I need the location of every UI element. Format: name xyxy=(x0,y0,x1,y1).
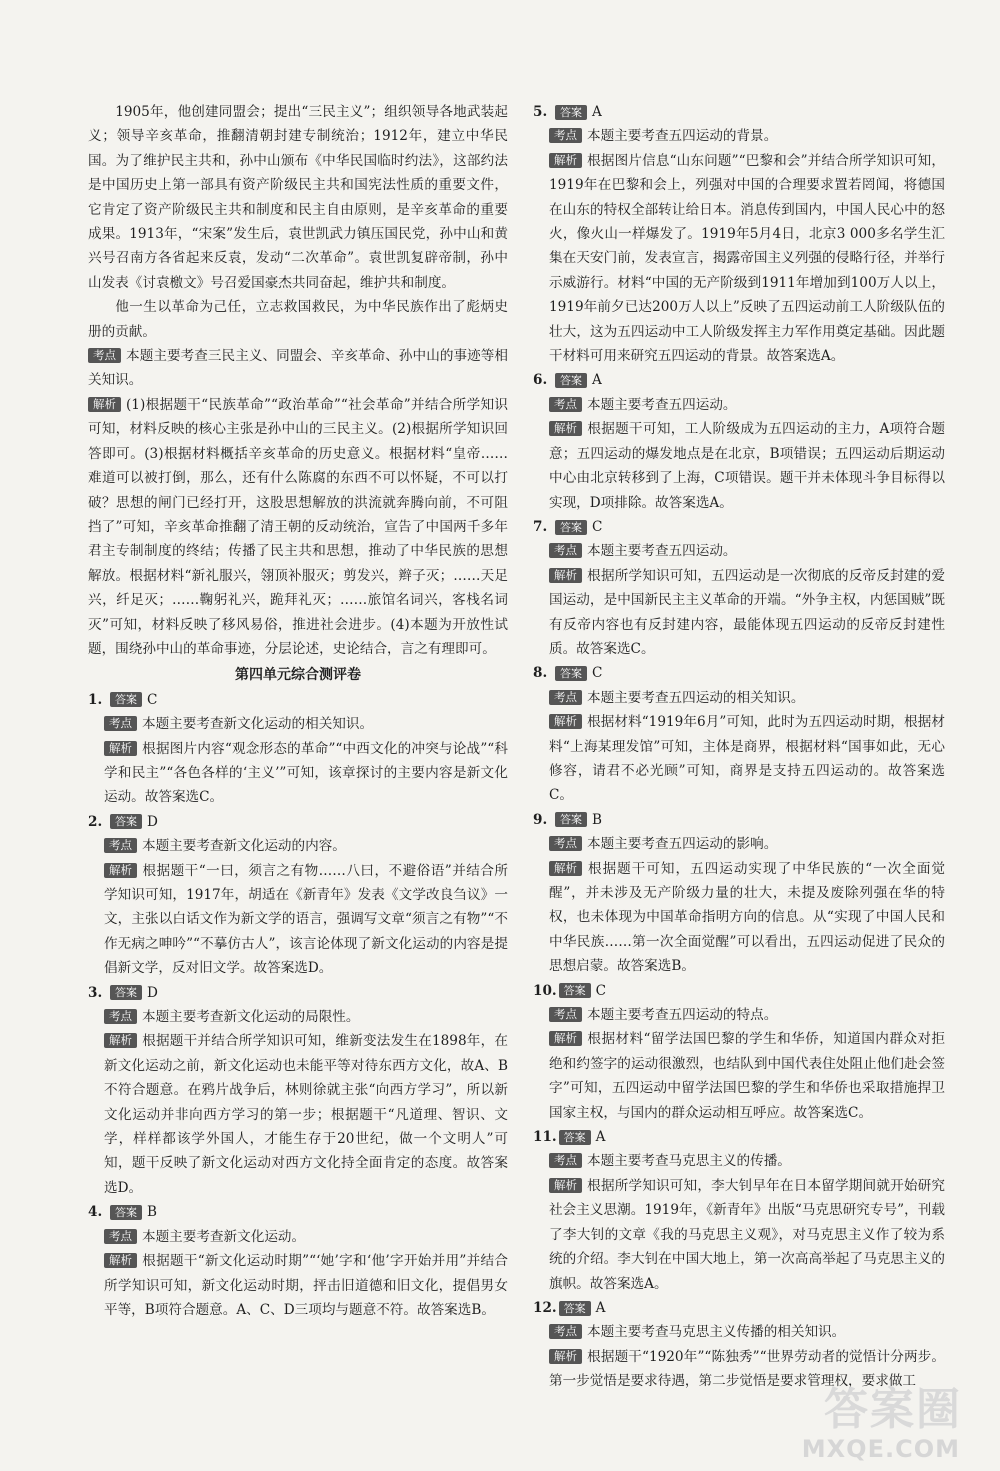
question-9-kaodian: 考点 本题主要考查五四运动的影响。 xyxy=(533,832,945,856)
question-11-answer: 11. 答案 A xyxy=(533,1129,606,1146)
question-8-jiexi: 解析 根据材料“1919年6月”可知，此时为五四运动时期，根据材料“上海某理发馆”可知，主体是商界，根据材料“国事如此，无心修容，请君不必光顾”可知，商界是支持五四运动的。故答案选C。 xyxy=(549,714,945,804)
question-3-kaodian: 考点 本题主要考查新文化运动的局限性。 xyxy=(88,1005,508,1029)
intro-paragraph-1: 1905年，他创建同盟会；提出“三民主义”；组织领导各地武装起义；领导辛亥革命，推翻清朝封建专制统治；1912年，建立中华民国。为了维护民主共和，孙中山颁布《中华民国临时约法》，这部约法是中国历史上第一部具有资产阶级民主共和国宪法性质的重要文件，它肯定了资产阶级民主共和制度和民主自由原则，是辛亥革命的重要成果。1913年，“宋案”发生后，袁世凯武力镇压国民党，孙中山和黄兴号召南方各省起来反袁，发动“二次革命”。袁世凯复辟帝制，孙中山发表《讨袁檄文》号召爱国豪杰共同奋起，维护共和制度。 xyxy=(88,104,508,291)
question-3-jiexi: 解析 根据题干并结合所学知识可知，维新变法发生在1898年，在新文化运动之前，新文化运动也未能平等对待东西方文化，故A、B不符合题意。在鸦片战争后，林则徐就主张“向西方学习”，所以新文化运动并非向西方学习的第一步；根据题干“凡道理、智识、文学，样样都该学外国人，才能生存于20世纪，做一个文明人”可知，题干反映了新文化运动对西方文化持全面肯定的态度。故答案选D。 xyxy=(104,1033,508,1196)
question-7-answer: 7. 答案 C xyxy=(533,518,603,535)
question-6-answer: 6. 答案 A xyxy=(533,372,602,389)
left-column xyxy=(88,100,508,1322)
site-watermark xyxy=(774,1369,964,1465)
question-5-kaodian: 考点 本题主要考查五四运动的背景。 xyxy=(533,124,945,148)
question-5-jiexi: 解析 根据图片信息“山东问题”“巴黎和会”并结合所学知识可知，1919年在巴黎和会上，列强对中国的合理要求置若罔闻，将德国在山东的特权全部转让给日本。消息传到国内，中国人民心中的怒火，像火山一样爆发了。1919年5月4日，北京3 000多名学生汇集在天安门前，发表宣言，揭露帝国主义列强的侵略行径，并举行示威游行。材料“中国的无产阶级到1911年增加到100万人以上，1919年前夕已达200万人以上”反映了五四运动前工人阶级队伍的壮大，这为五四运动中工人阶级发挥主力军作用奠定基础。因此题干材料可用来研究五四运动的背景。故答案选A。 xyxy=(549,152,945,365)
question-12-jiexi: 解析 根据题干“1920年”“陈独秀”“世界劳动者的觉悟计分两步。第一步觉悟是要求待遇，第二步觉悟是要求管理权，要求做工 xyxy=(549,1348,945,1390)
right-column xyxy=(533,100,945,1394)
question-6-jiexi: 解析 根据题干可知，工人阶级成为五四运动的主力，A项符合题意；五四运动的爆发地点是在北京，B项错误；五四运动后期运动中心由北京转移到了上海，C项错误。题干并未体现斗争目标得以实现，D项排除。故答案选A。 xyxy=(549,421,945,511)
intro-kaodian: 考点 本题主要考查三民主义、同盟会、辛亥革命、孙中山的事迹等相关知识。 xyxy=(88,348,508,389)
question-2-answer: 2. 答案 D xyxy=(88,813,158,830)
question-10-jiexi: 解析 根据材料“留学法国巴黎的学生和华侨，知道国内群众对拒绝和约签字的运动很激烈，也结队到中国代表住处阻止他们赴会签字”可知，五四运动中留学法国巴黎的学生和华侨也采取措施捍卫国家主权，与国内的群众运动相互呼应。故答案选C。 xyxy=(549,1031,945,1121)
kaodian-tag: 考点 xyxy=(88,348,121,363)
question-9-jiexi: 解析 根据题干可知，五四运动实现了中华民族的“一次全面觉醒”，并未涉及无产阶级力量的壮大，未提及废除列强在华的特权，也未体现为中国革命指明方向的信息。从“实现了中国人民和中华民族……第一次全面觉醒”可以看出，五四运动促进了民众的思想启蒙。故答案选B。 xyxy=(549,860,945,975)
question-1-answer: 1. 答案 C xyxy=(88,691,158,708)
question-7-kaodian: 考点 本题主要考查五四运动。 xyxy=(533,539,945,563)
question-4-answer: 4. 答案 B xyxy=(88,1204,157,1221)
answer-tag: 答案 xyxy=(110,692,142,707)
question-3-answer: 3. 答案 D xyxy=(88,984,158,1001)
question-5-answer: 5. 答案 A xyxy=(533,104,602,120)
question-7-jiexi: 解析 根据所学知识可知，五四运动是一次彻底的反帝反封建的爱国运动，是中国新民主主义革命的开端。“外争主权，内惩国贼”既有反帝内容也有反封建内容，最能体现五四运动的反帝反封建性质。故答案选C。 xyxy=(549,567,945,657)
question-8-answer: 8. 答案 C xyxy=(533,665,603,682)
question-4-jiexi: 解析 根据题干“新文化运动时期”“‘她’字和‘他’字开始并用”并结合所学知识可知，新文化运动时期，抨击旧道德和旧文化，提倡男女平等，B项符合题意。A、C、D三项均与题意不符。故答案选B。 xyxy=(104,1253,508,1318)
watermark-url: MXQE.COM xyxy=(801,1435,960,1463)
question-2-kaodian: 考点 本题主要考查新文化运动的内容。 xyxy=(88,834,508,858)
question-4-kaodian: 考点 本题主要考查新文化运动。 xyxy=(88,1225,508,1249)
question-6-kaodian: 考点 本题主要考查五四运动。 xyxy=(533,393,945,417)
intro-paragraph-2: 他一生以革命为己任，立志救国救民，为中华民族作出了彪炳史册的贡献。 xyxy=(88,299,508,340)
question-12-kaodian: 考点 本题主要考查马克思主义传播的相关知识。 xyxy=(533,1320,945,1344)
section-title: 第四单元综合测评卷 xyxy=(235,667,361,684)
question-1-kaodian: 考点 本题主要考查新文化运动的相关知识。 xyxy=(88,712,508,736)
question-12-answer: 12. 答案 A xyxy=(533,1299,606,1316)
question-9-answer: 9. 答案 B xyxy=(533,811,602,828)
question-8-kaodian: 考点 本题主要考查五四运动的相关知识。 xyxy=(533,686,945,710)
jiexi-tag: 解析 xyxy=(88,397,121,412)
question-11-jiexi: 解析 根据所学知识可知，李大钊早年在日本留学期间就开始研究社会主义思潮。1919年，《新青年》出版“马克思研究专号”，刊载了李大钊的文章《我的马克思主义观》，对马克思主义作了较为系统的介绍。李大钊在中国大地上，第一次高高举起了马克思主义的旗帜。故答案选A。 xyxy=(549,1177,945,1292)
question-11-kaodian: 考点 本题主要考查马克思主义的传播。 xyxy=(533,1149,945,1173)
watermark-text: 答案圈 xyxy=(824,1384,962,1435)
question-2-jiexi: 解析 根据题干“一曰，须言之有物……八曰，不避俗语”并结合所学知识可知，1917年，胡适在《新青年》发表《文学改良刍议》一文，主张以白话文作为新文学的语言，强调写文章“须言之有物”“不作无病之呻吟”“不摹仿古人”，该言论体现了新文化运动的内容是提倡新文学，反对旧文学。故答案选D。 xyxy=(104,862,508,977)
question-10-kaodian: 考点 本题主要考查五四运动的特点。 xyxy=(533,1003,945,1027)
question-10-answer: 10. 答案 C xyxy=(533,982,607,999)
intro-jiexi: 解析 (1)根据题干“民族革命”“政治革命”“社会革命”并结合所学知识可知，材料反映的核心主张是孙中山的三民主义。(2)根据所学知识回答即可。(3)根据材料概括辛亥革命的历史意义。根据材料“皇帝……难道可以被打倒，那么，还有什么陈腐的东西不可以怀疑，不可以打破？思想的闸门已经打开，这股思想解放的洪流就奔腾向前，不可阻挡了”可知，辛亥革命推翻了清王朝的反动统治，宣告了中国两千多年君主专制制度的终结；传播了民主共和思想，推动了中华民族的思想解放。根据材料“新礼服兴，翎顶补服灭；剪发兴，辫子灭；……天足兴，纤足灭；……鞠躬礼兴，跪拜礼灭；……旅馆名词兴，客栈名词灭”可知，材料反映了移风易俗，推进社会进步。(4)本题为开放性试题，围绕孙中山的革命事迹，分层论述，史论结合，言之有理即可。 xyxy=(88,396,508,657)
question-1-jiexi: 解析 根据图片内容“观念形态的革命”“中西文化的冲突与论战”“科学和民主”“各色各样的‘主义’”可知，该章探讨的主要内容是新文化运动。故答案选C。 xyxy=(104,740,508,806)
